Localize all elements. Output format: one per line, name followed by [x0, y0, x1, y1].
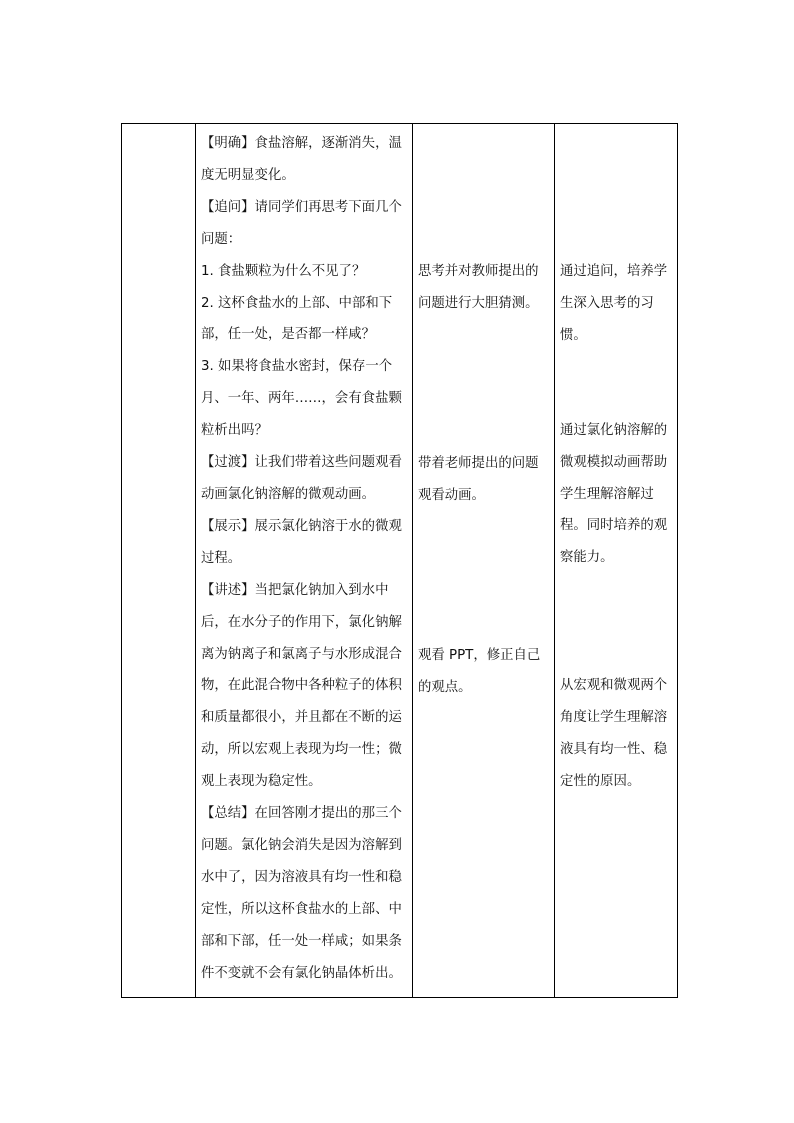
spacer: [418, 512, 550, 640]
question-2: 2. 这杯食盐水的上部、中部和下部，任一处，是否都一样咸？: [201, 295, 393, 343]
explanation-paragraph: 【讲述】当把氯化钠加入到水中后，在水分子的作用下，氯化钠解离为钠离子和氯离子与水形成混合物，在此混合物中各种粒子的体积和质量都很小，并且都在不断的运动，所以宏观上表现为均一性；微观上表现为稳定性。: [201, 582, 402, 790]
design-intent-3: 从宏观和微观两个角度让学生理解溶液具有均一性、稳定性的原因。: [560, 678, 668, 789]
design-intent-cell: [555, 124, 678, 998]
clarify-paragraph: 【明确】食盐溶解，逐渐消失，温度无明显变化。: [201, 136, 402, 183]
student-activity-3: 观看 PPT，修正自己的观点。: [418, 647, 541, 695]
transition-paragraph: 【过渡】让我们带着这些问题观看动画氯化钠溶解的微观动画。: [201, 455, 402, 502]
spacer: [418, 320, 550, 448]
student-activity-1: 思考并对教师提出的问题进行大胆猜测。: [418, 264, 539, 311]
follow-up-question-paragraph: 【追问】请同学们再思考下面几个问题：: [201, 199, 402, 247]
spacer: [560, 128, 673, 256]
lesson-plan-table: [121, 123, 678, 998]
table-row: [122, 124, 678, 998]
question-1: 1. 食盐颗粒为什么不见了？: [201, 263, 366, 279]
design-intent-1: 通过追问，培养学生深入思考的习惯。: [560, 264, 668, 343]
teacher-activity-cell: [196, 124, 413, 998]
student-activity-2: 带着老师提出的问题观看动画。: [418, 455, 539, 503]
spacer: [418, 128, 550, 256]
design-intent-2: 通过氯化钠溶解的微观模拟动画帮助学生理解溶解过程。同时培养的观察能力。: [560, 422, 668, 566]
spacer: [560, 352, 673, 415]
summary-paragraph: 【总结】在回答刚才提出的那三个问题。氯化钠会消失是因为溶解到水中了，因为溶液具有均一性和稳定性，所以这杯食盐水的上部、中部和下部，任一处一样咸；如果条件不变就不会有氯化钠晶体析出。: [201, 806, 402, 981]
spacer: [560, 574, 673, 670]
question-3: 3. 如果将食盐水密封，保存一个月、一年、两年……，会有食盐颗粒析出吗？: [201, 359, 402, 439]
display-paragraph: 【展示】展示氯化钠溶于水的微观过程。: [201, 518, 402, 566]
stage-cell: [122, 124, 196, 998]
student-activity-cell: [413, 124, 555, 998]
